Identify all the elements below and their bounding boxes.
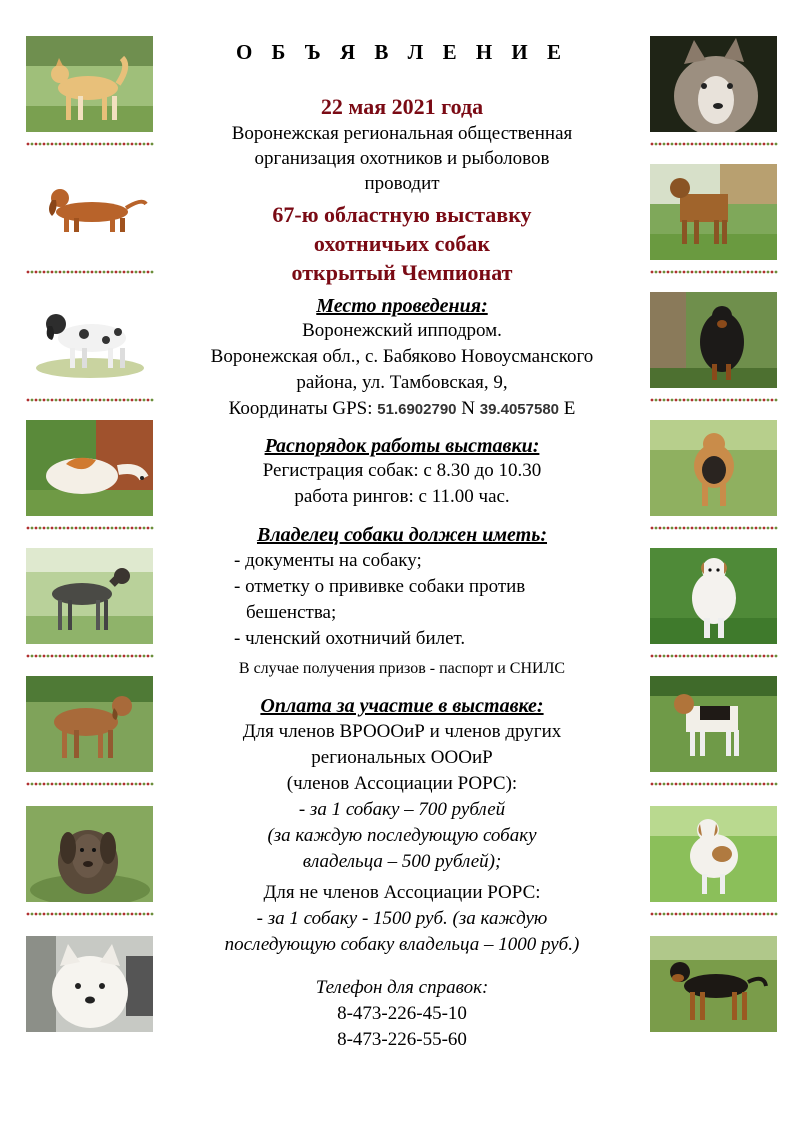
fees-line: региональных ОООиР bbox=[311, 747, 493, 768]
divider-ornament bbox=[26, 653, 154, 659]
requirements-heading: Владелец собаки должен иметь: bbox=[256, 524, 548, 546]
fee-amount: - за 1 собаку - 1500 руб. (за каждую bbox=[256, 908, 548, 929]
fees-heading: Оплата за участие в выставке: bbox=[260, 695, 544, 717]
dog-photo-pointer bbox=[26, 548, 153, 644]
phone-number: 8-473-226-45-10 bbox=[337, 1003, 467, 1024]
gps-label: Координаты GPS: bbox=[228, 398, 373, 419]
fees-line: Для членов ВРОООиР и членов других bbox=[242, 721, 562, 742]
venue-heading: Место проведения: bbox=[316, 295, 488, 317]
dog-photo-dachshund bbox=[26, 164, 153, 260]
org-line: Воронежская региональная общественная bbox=[231, 123, 573, 144]
requirement-item: - отметку о прививке собаки против bbox=[234, 576, 526, 597]
gps-lat-suffix: N bbox=[461, 398, 475, 419]
divider-ornament bbox=[650, 781, 778, 787]
fee-amount: последующую собаку владельца – 1000 руб.) bbox=[224, 934, 580, 955]
org-line: проводит bbox=[364, 173, 440, 194]
dog-photo-terrier bbox=[650, 164, 777, 260]
dog-photo-spaniel bbox=[26, 292, 153, 388]
dog-photo-borzoi bbox=[26, 420, 153, 516]
schedule-heading: Распорядок работы выставки: bbox=[264, 435, 540, 457]
dog-photo-laika bbox=[26, 36, 153, 132]
dog-photo-white-hound bbox=[650, 806, 777, 902]
fees-line: (членов Ассоциации РОРС): bbox=[286, 773, 518, 794]
phone-number: 8-473-226-55-60 bbox=[337, 1029, 467, 1050]
schedule-line: Регистрация собак: с 8.30 до 10.30 bbox=[262, 460, 542, 481]
fee-amount: (за каждую последующую собаку bbox=[267, 825, 537, 846]
page-title: О Б Ъ Я В Л Е Н И Е bbox=[235, 40, 569, 64]
schedule-line: работа рингов: с 11.00 час. bbox=[294, 486, 510, 507]
divider-ornament bbox=[26, 781, 154, 787]
divider-ornament bbox=[650, 653, 778, 659]
dog-photo-black-tan-hound bbox=[650, 936, 777, 1032]
gps-lon: 39.4057580 bbox=[479, 401, 559, 418]
venue-line: Воронежский ипподром. bbox=[302, 320, 502, 341]
divider-ornament bbox=[650, 911, 778, 917]
prize-note: В случае получения призов - паспорт и СНИЛС bbox=[238, 660, 566, 677]
venue-line: района, ул. Тамбовская, 9, bbox=[296, 372, 508, 393]
divider-ornament bbox=[26, 269, 154, 275]
org-line: организация охотников и рыболовов bbox=[254, 148, 550, 169]
event-date: 22 мая 2021 года bbox=[320, 94, 484, 119]
event-title: охотничьих собак bbox=[313, 231, 491, 256]
event-title: 67-ю областную выставку bbox=[272, 202, 532, 227]
dog-photo-hound bbox=[26, 676, 153, 772]
fee-amount: владельца – 500 рублей); bbox=[302, 851, 502, 872]
gps-lat: 51.6902790 bbox=[377, 401, 457, 418]
requirement-item: - членский охотничий билет. bbox=[234, 628, 466, 649]
divider-ornament bbox=[650, 397, 778, 403]
venue-line: Воронежская обл., с. Бабяково Новоусманского bbox=[210, 346, 594, 367]
divider-ornament bbox=[650, 525, 778, 531]
divider-ornament bbox=[26, 141, 154, 147]
dog-photo-beagle-hound bbox=[650, 676, 777, 772]
dog-photo-black-tan bbox=[650, 292, 777, 388]
divider-ornament bbox=[650, 269, 778, 275]
fee-amount: - за 1 собаку – 700 рублей bbox=[298, 799, 506, 820]
gps-lon-suffix: E bbox=[563, 398, 576, 419]
requirement-item: - документы на собаку; bbox=[234, 550, 422, 571]
dog-photo-drahthaar bbox=[26, 806, 153, 902]
event-title: открытый Чемпионат bbox=[291, 260, 513, 285]
dog-photo-husky bbox=[650, 36, 777, 132]
dog-photo-airedale bbox=[650, 420, 777, 516]
divider-ornament bbox=[26, 525, 154, 531]
requirement-item: бешенства; bbox=[246, 602, 337, 623]
gps-coordinates bbox=[160, 398, 644, 420]
divider-ornament bbox=[650, 141, 778, 147]
dog-photo-samoyed-laika bbox=[26, 936, 153, 1032]
fees-line: Для не членов Ассоциации РОРС: bbox=[263, 882, 541, 903]
contacts-label: Телефон для справок: bbox=[315, 977, 489, 998]
divider-ornament bbox=[26, 397, 154, 403]
divider-ornament bbox=[26, 911, 154, 917]
